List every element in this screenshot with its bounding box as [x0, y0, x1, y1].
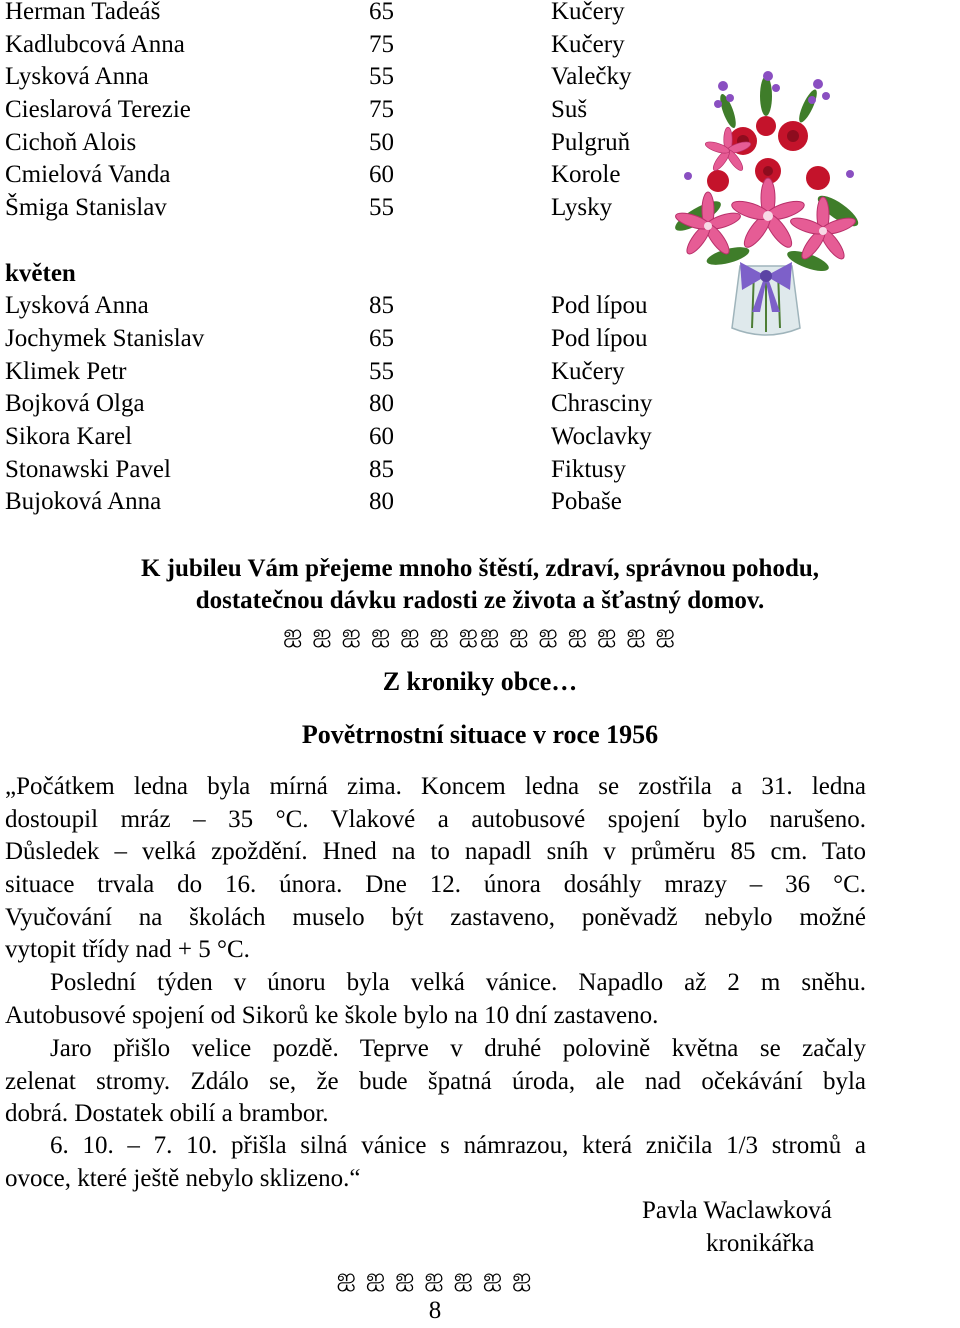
- table-row: Sikora Karel 60 Woclavky: [5, 422, 652, 450]
- paragraph-4: 6. 10. – 7. 10. přišla silná vánice s námrazou, která zničila 1/3 stromů a ovoce, které ještě nebylo sklizeno.“: [5, 1132, 866, 1192]
- ornament-divider-bottom: ஐ ஐ ஐ ஐ ஐ ஐ ஐ: [336, 1265, 534, 1291]
- jubilee-wish-line-2: dostatečnou dávku radosti ze života a šťastný domov.: [195, 587, 765, 614]
- jubilee-table: [5, 0, 705, 519]
- table-row: Lysková Anna 55 Valečky: [5, 63, 632, 91]
- table-row: Klimek Petr 55 Kučery: [5, 357, 625, 385]
- article-title: Povětrnostní situace v roce 1956: [301, 720, 659, 749]
- signature-block: [0, 1195, 960, 1260]
- month-heading: květen: [5, 259, 76, 287]
- flower-bouquet-image: [668, 66, 864, 344]
- table-row: Herman Tadeáš 65 Kučery: [5, 0, 625, 25]
- table-row: Jochymek Stanislav 65 Pod lípou: [5, 324, 648, 352]
- table-row: Bojková Olga 80 Chrasciny: [5, 390, 653, 418]
- paragraph-3: Jaro přišlo velice pozdě. Teprve v druhé polovině května se začaly zelenat stromy. Zdálo se, že bude špatná úroda, ale nad očekávání byla dobrá. Dostatek obilí a brambor.: [5, 1035, 866, 1128]
- ornament-divider: ஐ ஐ ஐ ஐ ஐ ஐ ஐஐ ஐ ஐ ஐ ஐ ஐ ஐ: [283, 621, 677, 647]
- section-title: Z kroniky obce…: [382, 667, 578, 696]
- table-row: Cichoň Alois 50 Pulgruň: [5, 128, 631, 156]
- table-row: Lysková Anna 85 Pod lípou: [5, 292, 648, 320]
- jubilee-wish-line-1: K jubileu Vám přejeme mnoho štěstí, zdraví, správnou pohodu,: [140, 555, 820, 582]
- table-row: Stonawski Pavel 85 Fiktusy: [5, 455, 627, 483]
- paragraph-2: Poslední týden v únoru byla velká vánice. Napadlo až 2 m sněhu. Autobusové spojení od Sikorů ke škole bylo na 10 dní zastaveno.: [5, 969, 866, 1029]
- signature-name: Pavla Waclawková: [642, 1197, 832, 1224]
- table-row: Šmiga Stanislav 55 Lysky: [5, 194, 613, 222]
- paragraph-1: „Počátkem ledna byla mírná zima. Koncem ledna se zostřila a 31. ledna dostoupil mráz – 35 °C. Vlakové a autobusové spojení bylo narušeno. Důsledek – velká zpoždění. Hned na to napadl sníh v průměru 85 cm. Tato situace trvala do 16. února. Dne 12. února dosáhly mrazy – 36 °C. Vyučování na školách muselo být zastaveno, poněvadž nebylo možné vytopit třídy nad + 5 °C.: [5, 773, 866, 964]
- table-row: Cmielová Vanda 60 Korole: [5, 161, 621, 189]
- table-row: Kadlubcová Anna 75 Kučery: [5, 30, 625, 58]
- page-number: 8: [428, 1297, 442, 1324]
- signature-role: kronikářka: [706, 1229, 815, 1257]
- table-row: Bujoková Anna 80 Pobaše: [5, 488, 622, 516]
- table-row: Cieslarová Terezie 75 Suš: [5, 96, 588, 124]
